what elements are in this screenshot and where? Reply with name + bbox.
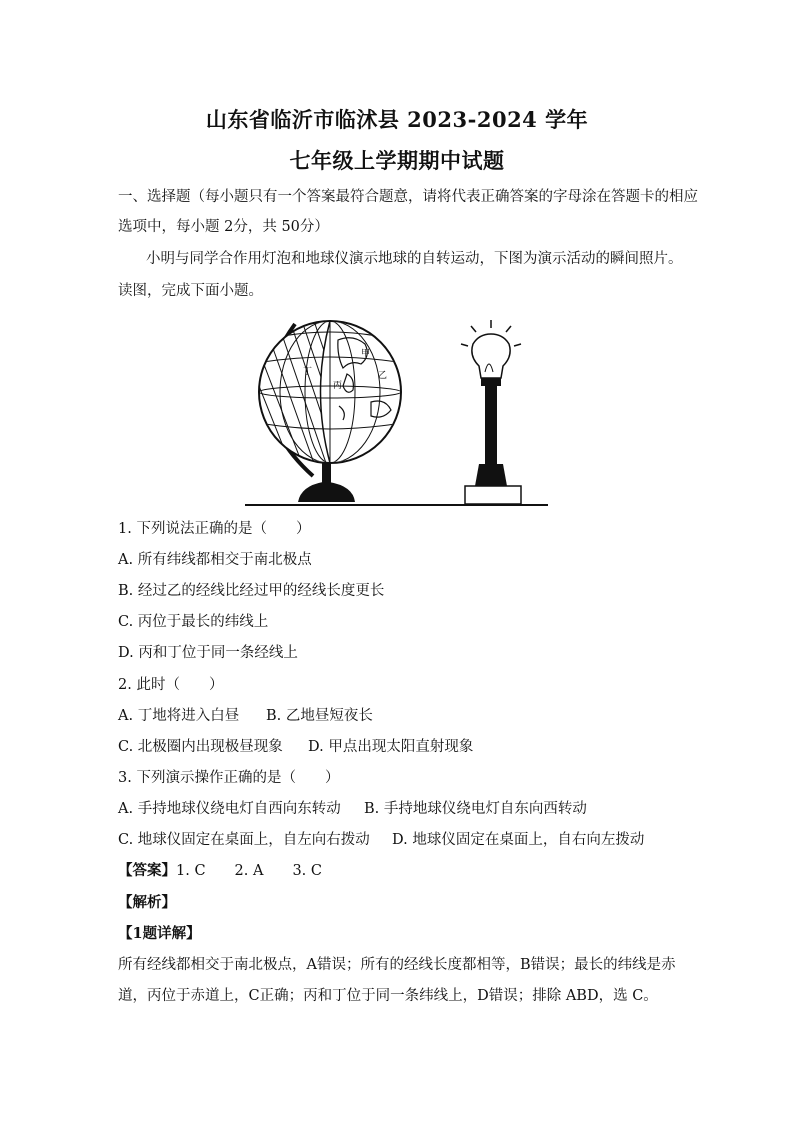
q1-option-a: A. 所有纬线都相交于南北极点 — [118, 552, 312, 568]
label-bing: 丙 — [333, 381, 343, 391]
q1-option-c: C. 丙位于最长的纬线上 — [118, 614, 269, 630]
q3-option-b: B. 手持地球仪绕电灯自东向西转动 — [364, 801, 587, 817]
light-ray — [514, 344, 521, 346]
answer-line — [118, 861, 678, 881]
intro-text-line2: 读图，完成下面小题。 — [118, 283, 263, 299]
q3-option-d: D. 地球仪固定在桌面上，自右向左拨动 — [392, 832, 645, 848]
lamp-socket — [481, 378, 501, 386]
document-subtitle: 七年级上学期期中试题 — [289, 148, 505, 173]
globe-stem — [322, 462, 331, 484]
light-ray — [461, 344, 468, 346]
light-ray — [506, 326, 511, 332]
label-jia: 甲 — [361, 349, 371, 359]
lamp-base — [465, 486, 521, 504]
light-ray — [471, 326, 476, 332]
answer-label: 【答案】 — [118, 862, 176, 879]
globe-base — [298, 482, 355, 502]
q1-option-d: D. 丙和丁位于同一条经线上 — [118, 645, 298, 661]
globe-lamp-illustration — [243, 316, 550, 508]
section-heading-line1: 一、选择题（每小题只有一个答案最符合题意，请将代表正确答案的字母涂在答题卡的相应 — [118, 189, 698, 205]
lamp-foot — [475, 464, 507, 486]
q1-stem: 1. 下列说法正确的是（ ） — [118, 521, 311, 537]
light-bulb — [472, 334, 510, 378]
document-title: 山东省临沂市临沭县 2023-2024 学年 — [205, 107, 589, 132]
detail-text-line1: 所有经线都相交于南北极点，A错误；所有的经线长度都相等，B错误；最长的纬线是赤 — [118, 957, 676, 973]
analysis-label: 【解析】 — [118, 894, 176, 911]
q3-stem: 3. 下列演示操作正确的是（ ） — [118, 770, 340, 786]
lamp — [461, 320, 521, 378]
q2-option-d: D. 甲点出现太阳直射现象 — [308, 739, 474, 755]
intro-text-line1: 小明与同学合作用灯泡和地球仪演示地球的自转运动，下图为演示活动的瞬间照片。 — [146, 251, 683, 267]
q2-option-c: C. 北极圈内出现极昼现象 — [118, 739, 283, 755]
globe-lamp-figure — [243, 316, 550, 508]
q3-option-c: C. 地球仪固定在桌面上，自左向右拨动 — [118, 832, 370, 848]
q2-option-b: B. 乙地昼短夜长 — [266, 708, 373, 724]
answer-values: 1. C 2. A 3. C — [176, 863, 322, 879]
detail-label: 【1题详解】 — [118, 925, 201, 942]
q2-option-a: A. 丁地将进入白昼 — [118, 708, 240, 724]
label-ding: 丁 — [303, 367, 313, 377]
q3-option-a: A. 手持地球仪绕电灯自西向东转动 — [118, 801, 341, 817]
lamp-pole — [485, 386, 497, 464]
q2-stem: 2. 此时（ ） — [118, 677, 224, 693]
detail-text-line2: 道，丙位于赤道上，C正确；丙和丁位于同一条纬线上，D错误；排除 ABD，选 C。 — [118, 988, 658, 1004]
q1-option-b: B. 经过乙的经线比经过甲的经线长度更长 — [118, 583, 385, 599]
section-heading-line2: 选项中，每小题 2分，共 50分） — [118, 219, 329, 235]
label-yi: 乙 — [378, 371, 388, 381]
